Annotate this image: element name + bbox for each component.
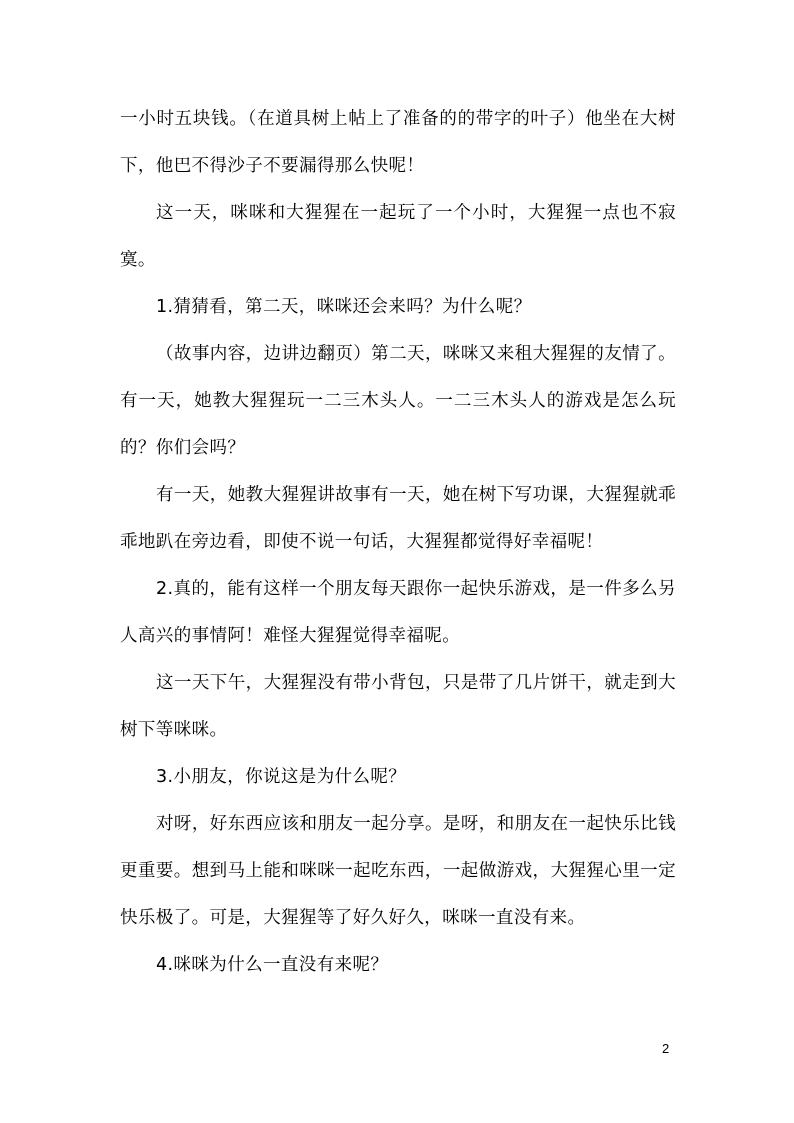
paragraph: 对呀，好东西应该和朋友一起分享。是呀，和朋友在一起快乐比钱更重要。想到马上能和咪咪一起吃东西，一起做游戏，大猩猩心里一定快乐极了。可是，大猩猩等了好久好久，咪咪一直没有来。 bbox=[120, 814, 676, 928]
paragraph-continuation: 一小时五块钱。（在道具树上帖上了准备的的带字的叶子）他坐在大树下，他巴不得沙子不要漏得那么快呢！ bbox=[120, 109, 676, 176]
question-4: 4.咪咪为什么一直没有来呢？ bbox=[156, 955, 389, 975]
paragraph: （故事内容，边讲边翻页）第二天，咪咪又来租大猩猩的友情了。有一天，她教大猩猩玩一二三木头人。一二三木头人的游戏是怎么玩的？你们会吗？ bbox=[120, 344, 676, 458]
question-3: 3.小朋友，你说这是为什么呢？ bbox=[156, 767, 407, 787]
question-2: 2.真的，能有这样一个朋友每天跟你一起快乐游戏，是一件多么另人高兴的事情阿！难怪大猩猩觉得幸福呢。 bbox=[120, 579, 676, 646]
paragraph: 这一天下午，大猩猩没有带小背包，只是带了几片饼干，就走到大树下等咪咪。 bbox=[120, 673, 676, 740]
paragraph: 有一天，她教大猩猩讲故事有一天，她在树下写功课，大猩猩就乖乖地趴在旁边看，即使不说一句话，大猩猩都觉得好幸福呢！ bbox=[120, 485, 676, 552]
question-1: 1.猜猜看，第二天，咪咪还会来吗？为什么呢？ bbox=[156, 297, 532, 317]
document-body bbox=[120, 96, 676, 989]
paragraph: 这一天，咪咪和大猩猩在一起玩了一个小时，大猩猩一点也不寂寞。 bbox=[120, 203, 676, 270]
page-number: 2 bbox=[662, 1041, 670, 1056]
